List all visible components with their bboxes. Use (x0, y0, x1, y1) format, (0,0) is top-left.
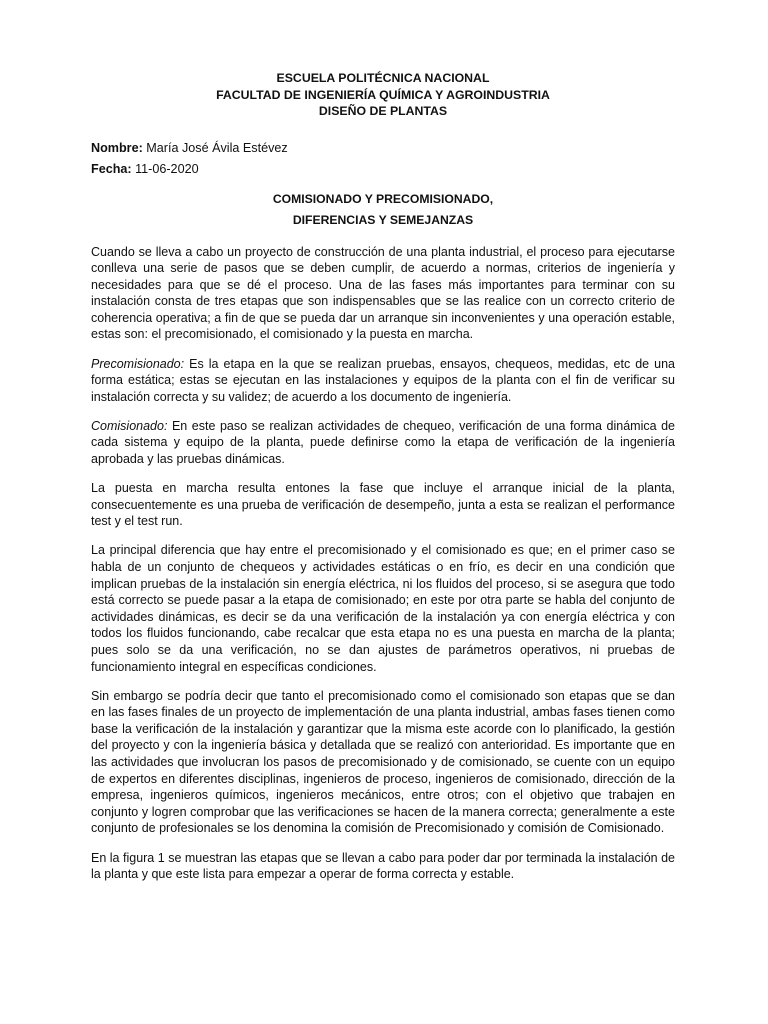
title-line-1: COMISIONADO Y PRECOMISIONADO, (272, 191, 494, 206)
author-line (91, 138, 675, 159)
term-comisionado: Comisionado: (91, 418, 168, 433)
title-line-2: DIFERENCIAS Y SEMEJANZAS (292, 212, 474, 227)
document-body (91, 244, 675, 883)
date-value: 11-06-2020 (135, 161, 199, 176)
paragraph-diferencias: La principal diferencia que hay entre el precomisionado y el comisionado es que; en el primer caso se habla de un conjunto de chequeos y actividades estáticas o en frío, es decir en una condición que implican pruebas de la instalación sin energía eléctrica, ni los fluidos del proceso, si se asegura que todo está correcto se puede pasar a la etapa de comisionado; en este por otra parte se habla del conjunto de actividades dinámicas, es decir se da una verificación de la instalación ya con energía eléctrica y con todos los fluidos funcionando, cabe recalcar que esta etapa no es una puesta en marcha de la planta; pues solo se da una verificación, no se dan ajustes de parámetros operativos, ni pruebas de funcionamiento integral en específicas condiciones. (91, 543, 675, 674)
paragraph-puesta-en-marcha: La puesta en marcha resulta entones la fase que incluye el arranque inicial de la planta, consecuentemente es una prueba de verificación de desempeño, junta a esta se realizan el performance test y el test run. (91, 481, 675, 529)
name-value: María José Ávila Estévez (146, 140, 288, 155)
date-label: Fecha: (91, 161, 132, 176)
term-precomisionado: Precomisionado: (91, 356, 185, 371)
paragraph-comisionado (91, 418, 675, 468)
paragraph-precomisionado (91, 356, 675, 406)
paragraph-intro: Cuando se lleva a cabo un proyecto de construcción de una planta industrial, el proceso para ejecutarse conlleva una serie de pasos que se deben cumplir, de acuerdo a normas, criterios de ingeniería y necesidades para que se dé el proceso. Una de las fases más importantes para terminar con su instalación consta de tres etapas que son indispensables que se las realice con un correcto criterio de coherencia operativa; a fin de que se pueda dar un arranque sin inconvenientes y una operación estable, estas son: el precomisionado, el comisionado y la puesta en marcha. (91, 244, 675, 342)
document-title (91, 189, 675, 231)
document-meta (91, 138, 675, 180)
document-header (91, 70, 675, 120)
definition-precomisionado: Es la etapa en la que se realizan pruebas, ensayos, chequeos, medidas, etc de una forma estática; estas se ejecutan en las instalaciones y equipos de la planta con el fin de verificar su instalación correcta y su validez; de acuerdo a los documento de ingeniería. (91, 356, 675, 404)
faculty-name: FACULTAD DE INGENIERÍA QUÍMICA Y AGROINDUSTRIA (216, 87, 550, 102)
course-name: DISEÑO DE PLANTAS (318, 104, 448, 118)
date-line (91, 159, 675, 180)
definition-comisionado: En este paso se realizan actividades de chequeo, verificación de una forma dinámica de cada sistema y equipo de la planta, puede definirse como la etapa de verificación de la ingeniería aprobada y las pruebas dinámicas. (91, 418, 675, 467)
paragraph-semejanzas: Sin embargo se podría decir que tanto el precomisionado como el comisionado son etapas que se dan en las fases finales de un proyecto de implementación de una planta industrial, ambas fases tienen como base la verificación de la instalación y garantizar que la misma este acorde con lo planificado, la gestión del proyecto y con la ingeniería básica y detallada que se realizó con anterioridad. Es importante que en las actividades que involucran los pasos de precomisionado y de comisionado, se cuente con un equipo de expertos en diferentes disciplinas, ingenieros de proceso, ingenieros de comisionado, dirección de la empresa, ingenieros químicos, ingenieros mecánicos, entre otros; con el objetivo que trabajen en conjunto y logren comprobar que las verificaciones se hacen de la manera correcta; generalmente a este conjunto de profesionales se los denomina la comisión de Precomisionado y comisión de Comisionado. (91, 688, 675, 836)
name-label: Nombre: (91, 140, 143, 155)
institution-name: ESCUELA POLITÉCNICA NACIONAL (276, 71, 490, 85)
paragraph-figura: En la figura 1 se muestran las etapas que se llevan a cabo para poder dar por terminada la instalación de la planta y que este lista para empezar a operar de forma correcta y estable. (91, 850, 675, 882)
